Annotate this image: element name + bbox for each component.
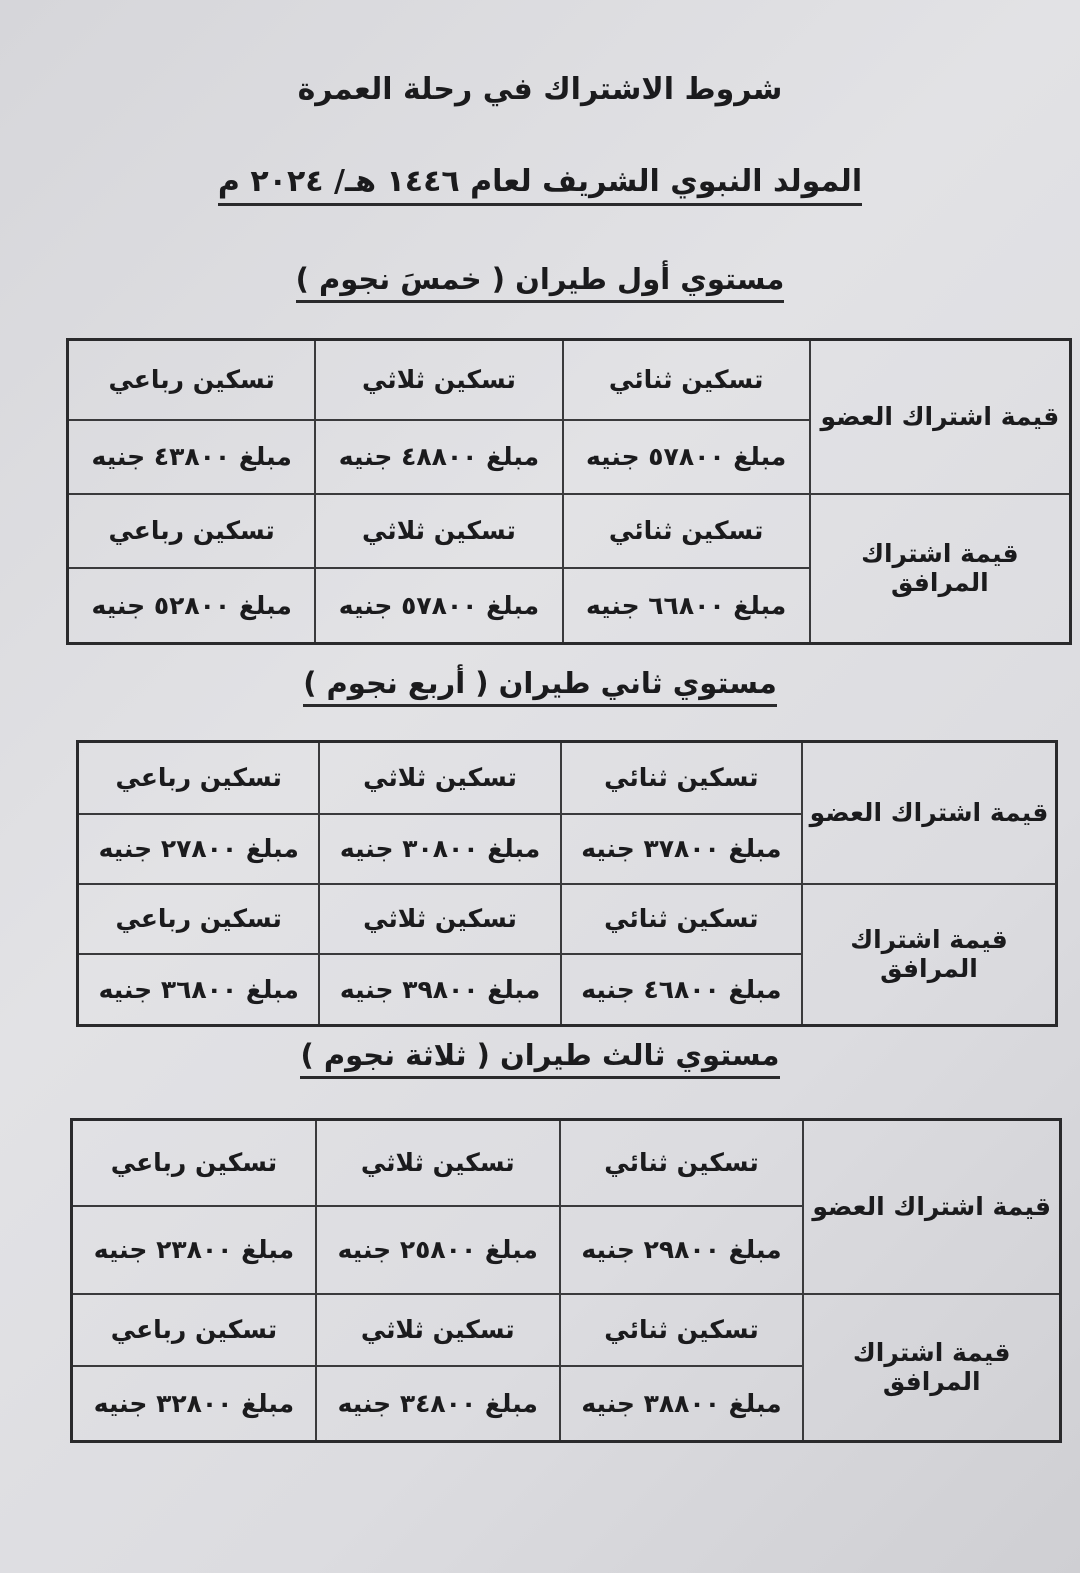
subscription-label: قيمة اشتراك المرافق	[803, 1294, 1060, 1442]
room-type-cell: تسكين ثنائي	[561, 742, 802, 814]
document-subtitle	[0, 164, 1080, 206]
room-type-cell: تسكين رباعي	[72, 1294, 316, 1366]
price-cell: مبلغ ٣٨٨٠٠ جنيه	[560, 1366, 804, 1442]
level-heading	[0, 262, 1080, 303]
level-heading-text: مستوي أول طيران ( خمسَ نجوم )	[296, 262, 785, 303]
price-table	[76, 740, 1058, 1027]
price-cell: مبلغ ٣٢٨٠٠ جنيه	[72, 1366, 316, 1442]
level-heading-text: مستوي ثالث طيران ( ثلاثة نجوم )	[300, 1038, 779, 1079]
price-cell: مبلغ ٣٧٨٠٠ جنيه	[561, 814, 802, 884]
room-type-cell: تسكين ثلاثي	[316, 1120, 560, 1206]
room-type-row	[68, 340, 1071, 420]
subscription-label: قيمة اشتراك المرافق	[810, 494, 1071, 644]
room-type-cell: تسكين رباعي	[78, 884, 320, 954]
room-type-cell: تسكين رباعي	[78, 742, 320, 814]
room-type-cell: تسكين رباعي	[68, 494, 316, 568]
room-type-cell: تسكين ثنائي	[563, 340, 810, 420]
level-heading-text: مستوي ثاني طيران ( أربع نجوم )	[303, 666, 777, 707]
price-cell: مبلغ ٣٦٨٠٠ جنيه	[78, 954, 320, 1026]
subscription-label: قيمة اشتراك المرافق	[802, 884, 1057, 1026]
document-title-text: شروط الاشتراك في رحلة العمرة	[297, 72, 783, 107]
room-type-cell: تسكين ثلاثي	[315, 340, 562, 420]
room-type-cell: تسكين ثلاثي	[316, 1294, 560, 1366]
room-type-row	[78, 884, 1057, 954]
room-type-cell: تسكين رباعي	[72, 1120, 316, 1206]
room-type-cell: تسكين ثنائي	[560, 1120, 804, 1206]
price-cell: مبلغ ٢٩٨٠٠ جنيه	[560, 1206, 804, 1294]
price-table	[70, 1118, 1062, 1443]
price-cell: مبلغ ٣٤٨٠٠ جنيه	[316, 1366, 560, 1442]
document-subtitle-text: المولد النبوي الشريف لعام ١٤٤٦ هـ/ ٢٠٢٤ م	[218, 164, 862, 206]
room-type-row	[68, 494, 1071, 568]
room-type-row	[72, 1294, 1061, 1366]
price-cell: مبلغ ٤٦٨٠٠ جنيه	[561, 954, 802, 1026]
room-type-cell: تسكين ثنائي	[561, 884, 802, 954]
room-type-cell: تسكين ثلاثي	[319, 884, 560, 954]
price-cell: مبلغ ٣٩٨٠٠ جنيه	[319, 954, 560, 1026]
subscription-label: قيمة اشتراك العضو	[802, 742, 1057, 884]
price-cell: مبلغ ٢٧٨٠٠ جنيه	[78, 814, 320, 884]
price-cell: مبلغ ٥٧٨٠٠ جنيه	[563, 420, 810, 494]
price-cell: مبلغ ٤٣٨٠٠ جنيه	[68, 420, 316, 494]
price-table	[66, 338, 1072, 645]
level-heading	[0, 1038, 1080, 1079]
price-cell: مبلغ ٢٣٨٠٠ جنيه	[72, 1206, 316, 1294]
price-cell: مبلغ ٣٠٨٠٠ جنيه	[319, 814, 560, 884]
room-type-row	[78, 742, 1057, 814]
room-type-row	[72, 1120, 1061, 1206]
price-cell: مبلغ ٥٧٨٠٠ جنيه	[315, 568, 562, 644]
room-type-cell: تسكين رباعي	[68, 340, 316, 420]
document-title	[0, 72, 1080, 107]
room-type-cell: تسكين ثنائي	[560, 1294, 804, 1366]
room-type-cell: تسكين ثلاثي	[319, 742, 560, 814]
price-cell: مبلغ ٢٥٨٠٠ جنيه	[316, 1206, 560, 1294]
subscription-label: قيمة اشتراك العضو	[810, 340, 1071, 494]
price-cell: مبلغ ٦٦٨٠٠ جنيه	[563, 568, 810, 644]
price-cell: مبلغ ٤٨٨٠٠ جنيه	[315, 420, 562, 494]
room-type-cell: تسكين ثنائي	[563, 494, 810, 568]
room-type-cell: تسكين ثلاثي	[315, 494, 562, 568]
price-cell: مبلغ ٥٢٨٠٠ جنيه	[68, 568, 316, 644]
subscription-label: قيمة اشتراك العضو	[803, 1120, 1060, 1294]
level-heading	[0, 666, 1080, 707]
